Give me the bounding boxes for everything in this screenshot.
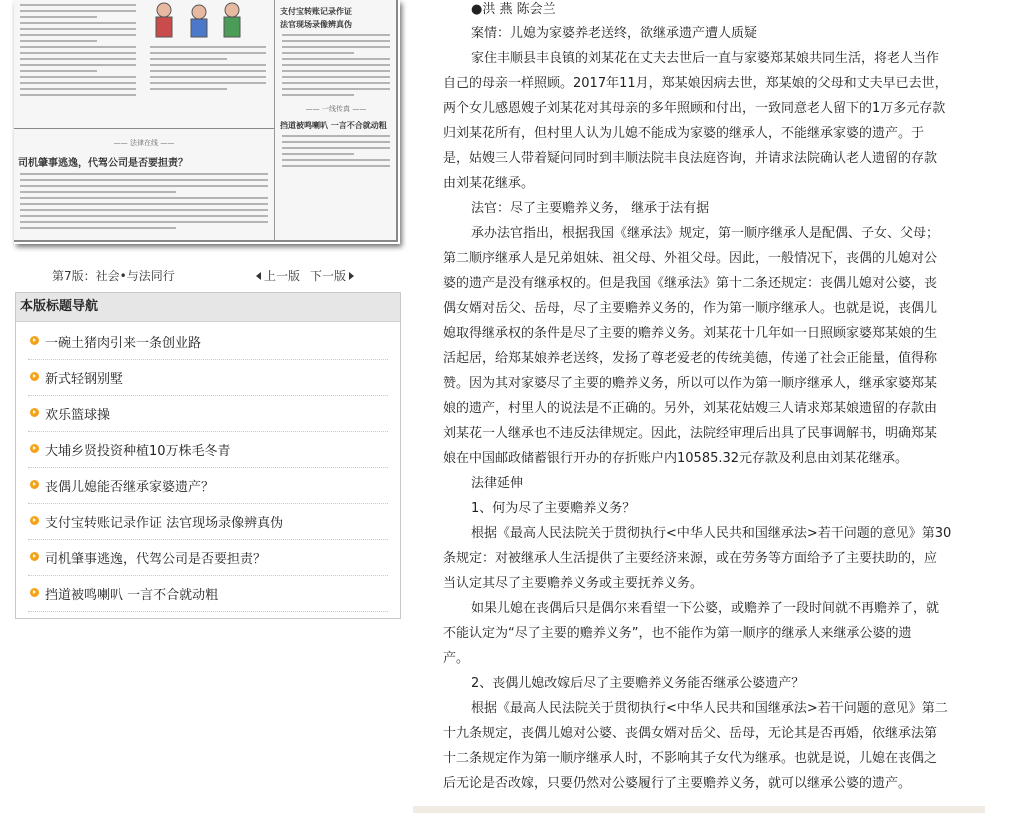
headline-nav-panel bbox=[15, 292, 401, 619]
paragraph-line: 活起居，给郑某娘养老送终，发扬了尊老爱老的传统美德，传递了社会正能量，值得称 bbox=[443, 351, 938, 366]
paragraph-line: 根据《最高人民法院关于贯彻执行<中华人民共和国继承法>若干问题的意见》第二 bbox=[471, 701, 948, 716]
paragraph-line: 媳取得继承权的条件是尽了主要的赡养义务。刘某花十几年如一日照顾家婆郑某娘的生 bbox=[443, 326, 938, 341]
bullet-arrow-icon bbox=[30, 480, 39, 489]
paragraph-line: 如果儿媳在丧偶后只是偶尔来看望一下公婆，或赡养了一段时间就不再赡养了，就 bbox=[471, 601, 940, 616]
paragraph-line: 条规定：对被继承人生活提供了主要经济来源，或在劳务等方面给予了主要扶助的，应 bbox=[443, 551, 938, 566]
next-edition-link[interactable]: 下一版 bbox=[310, 267, 354, 284]
bullet-arrow-icon bbox=[30, 516, 39, 525]
paragraph-line: 是，姑嫂三人带着疑问同时到丰顺法院丰良法庭咨询，并请求法院确认老人遗留的存款 bbox=[443, 151, 938, 166]
bullet-arrow-icon bbox=[30, 336, 39, 345]
paragraph-line: 自己的母亲一样照顾。2017年11月，郑某娘因病去世，郑某娘的父母和丈夫早已去世， bbox=[443, 76, 948, 91]
paragraph-line: 承办法官指出，根据我国《继承法》规定，第一顺序继承人是配偶、子女、父母； bbox=[471, 226, 940, 241]
paragraph-line: 娘在中国邮政储蓄银行开办的存折账户内10585.32元存款及利息由刘某花继承。 bbox=[443, 451, 909, 466]
thumb-headline-4: 法官现场录像辨真伪 bbox=[280, 19, 352, 29]
nav-item[interactable]: 支付宝转账记录作证 法官现场录像辨真伪 bbox=[28, 504, 388, 540]
paragraph-line: 不能认定为“尽了主要的赡养义务”，也不能作为第一顺序的继承人来继承公婆的遗 bbox=[443, 626, 912, 641]
bullet-arrow-icon bbox=[30, 408, 39, 417]
nav-item[interactable]: 挡道被鸣喇叭 一言不合就动粗 bbox=[28, 576, 388, 612]
paragraph-line: 两个女儿感恩嫂子刘某花对其母亲的多年照顾和付出，一致同意老人留下的1万多元存款 bbox=[443, 101, 946, 116]
paragraph-line: 刘某花一人继承也不违反法律规定。因此，法院经审理后出具了民事调解书，明确郑某 bbox=[443, 426, 938, 441]
subheading: 1、何为尽了主要赡养义务？ bbox=[471, 501, 636, 516]
thumb-column-mid bbox=[144, 42, 272, 126]
newspaper-page-thumbnail[interactable] bbox=[14, 0, 400, 244]
section-heading: 法官：尽了主要赡养义务， 继承于法有据 bbox=[471, 201, 710, 216]
cartoon-illustration bbox=[144, 0, 254, 40]
nav-item[interactable]: 大埔乡贤投资种植10万株毛冬青 bbox=[28, 432, 388, 468]
bullet-arrow-icon bbox=[30, 444, 39, 453]
edition-bar bbox=[52, 266, 362, 284]
nav-panel-title: 本版标题导航 bbox=[16, 293, 400, 322]
nav-item[interactable]: 丧偶儿媳能否继承家婆遗产？ bbox=[28, 468, 388, 504]
nav-item[interactable]: 一碗土猪肉引来一条创业路 bbox=[28, 324, 388, 360]
caret-right-icon bbox=[349, 272, 354, 280]
paragraph-line: 十九条规定，丧偶儿媳对公婆、丧偶女婿对岳父、岳母，无论其是否再婚，依继承法第 bbox=[443, 726, 938, 741]
thumb-column-separator bbox=[274, 0, 275, 240]
paragraph-line: 产。 bbox=[443, 651, 470, 666]
section-heading: 案情：儿媳为家婆养老送终，欲继承遗产遭人质疑 bbox=[471, 26, 758, 41]
prev-edition-link[interactable]: 上一版 bbox=[256, 267, 300, 284]
bullet-arrow-icon bbox=[30, 552, 39, 561]
paragraph-line: 家住丰顺县丰良镇的刘某花在丈夫去世后一直与家婆郑某娘共同生活，将老人当作 bbox=[471, 51, 940, 66]
paragraph-line: 赞。因为其对家婆尽了主要的赡养义务，所以可以作为第一顺序继承人，继承家婆郑某 bbox=[443, 376, 938, 391]
paragraph-line: 后无论是否改嫁，只要仍然对公婆履行了主要赡养义务，就可以继承公婆的遗产。 bbox=[443, 776, 912, 791]
article-byline: ●洪 燕 陈会兰 bbox=[471, 2, 556, 17]
thumb-headline-1: 司机肇事逃逸，代驾公司是否要担责？ bbox=[18, 158, 188, 169]
paragraph-line: 娘的遗产，村里人的说法是不正确的。另外，刘某花姑嫂三人请求郑某娘遗留的存款由 bbox=[443, 401, 938, 416]
nav-item[interactable]: 欢乐篮球操 bbox=[28, 396, 388, 432]
bullet-arrow-icon bbox=[30, 588, 39, 597]
bullet-arrow-icon bbox=[30, 372, 39, 381]
paragraph-line: 十二条规定作为第一顺序继承人时，不影响其子女代为继承。也就是说，儿媳在丧偶之 bbox=[443, 751, 938, 766]
nav-item[interactable]: 新式轻钢别墅 bbox=[28, 360, 388, 396]
paragraph-line: 偶女婿对岳父、岳母，尽了主要赡养义务的，作为第一顺序继承人。也就是说，丧偶儿 bbox=[443, 301, 938, 316]
paragraph-line: 婆的遗产是没有继承权的。但是我国《继承法》第十二条还规定：丧偶儿媳对公婆，丧 bbox=[443, 276, 938, 291]
paragraph-line: 由刘某花继承。 bbox=[443, 176, 535, 191]
thumb-headline-3: 支付宝转账记录作证 bbox=[280, 6, 352, 16]
caret-left-icon bbox=[256, 272, 261, 280]
paragraph-line: 根据《最高人民法院关于贯彻执行<中华人民共和国继承法>若干问题的意见》第30 bbox=[471, 526, 952, 541]
thumbnail-page-image[interactable] bbox=[14, 0, 398, 242]
nav-item[interactable]: 司机肇事逃逸，代驾公司是否要担责？ bbox=[28, 540, 388, 576]
thumb-column-right: 支付宝转账记录作证 法官现场录像辨真伪 —— 一线传真 —— 挡道被鸣喇叭 一言不合就动粗 bbox=[276, 0, 396, 240]
footer-strip bbox=[413, 806, 985, 813]
paragraph-line: 归刘某花所有，但村里人认为儿媳不能成为家婆的继承人，不能继承家婆的遗产。于 bbox=[443, 126, 925, 141]
paragraph-line: 第二顺序继承人是兄弟姐妹、祖父母、外祖父母。因此，一般情况下，丧偶的儿媳对公 bbox=[443, 251, 938, 266]
edition-label: 第7版：社会•与法同行 bbox=[52, 269, 175, 283]
thumb-divider bbox=[14, 128, 274, 129]
section-heading: 法律延伸 bbox=[471, 476, 524, 491]
thumb-headline-2: 挡道被鸣喇叭 一言不合就动粗 bbox=[280, 120, 387, 130]
thumb-story-1: —— 法律在线 —— 司机肇事逃逸，代驾公司是否要担责？ bbox=[14, 130, 274, 240]
subheading: 2、丧偶儿媳改嫁后尽了主要赡养义务能否继承公婆遗产？ bbox=[471, 676, 805, 691]
paragraph-line: 当认定其尽了主要赡养义务或主要抚养义务。 bbox=[443, 576, 704, 591]
